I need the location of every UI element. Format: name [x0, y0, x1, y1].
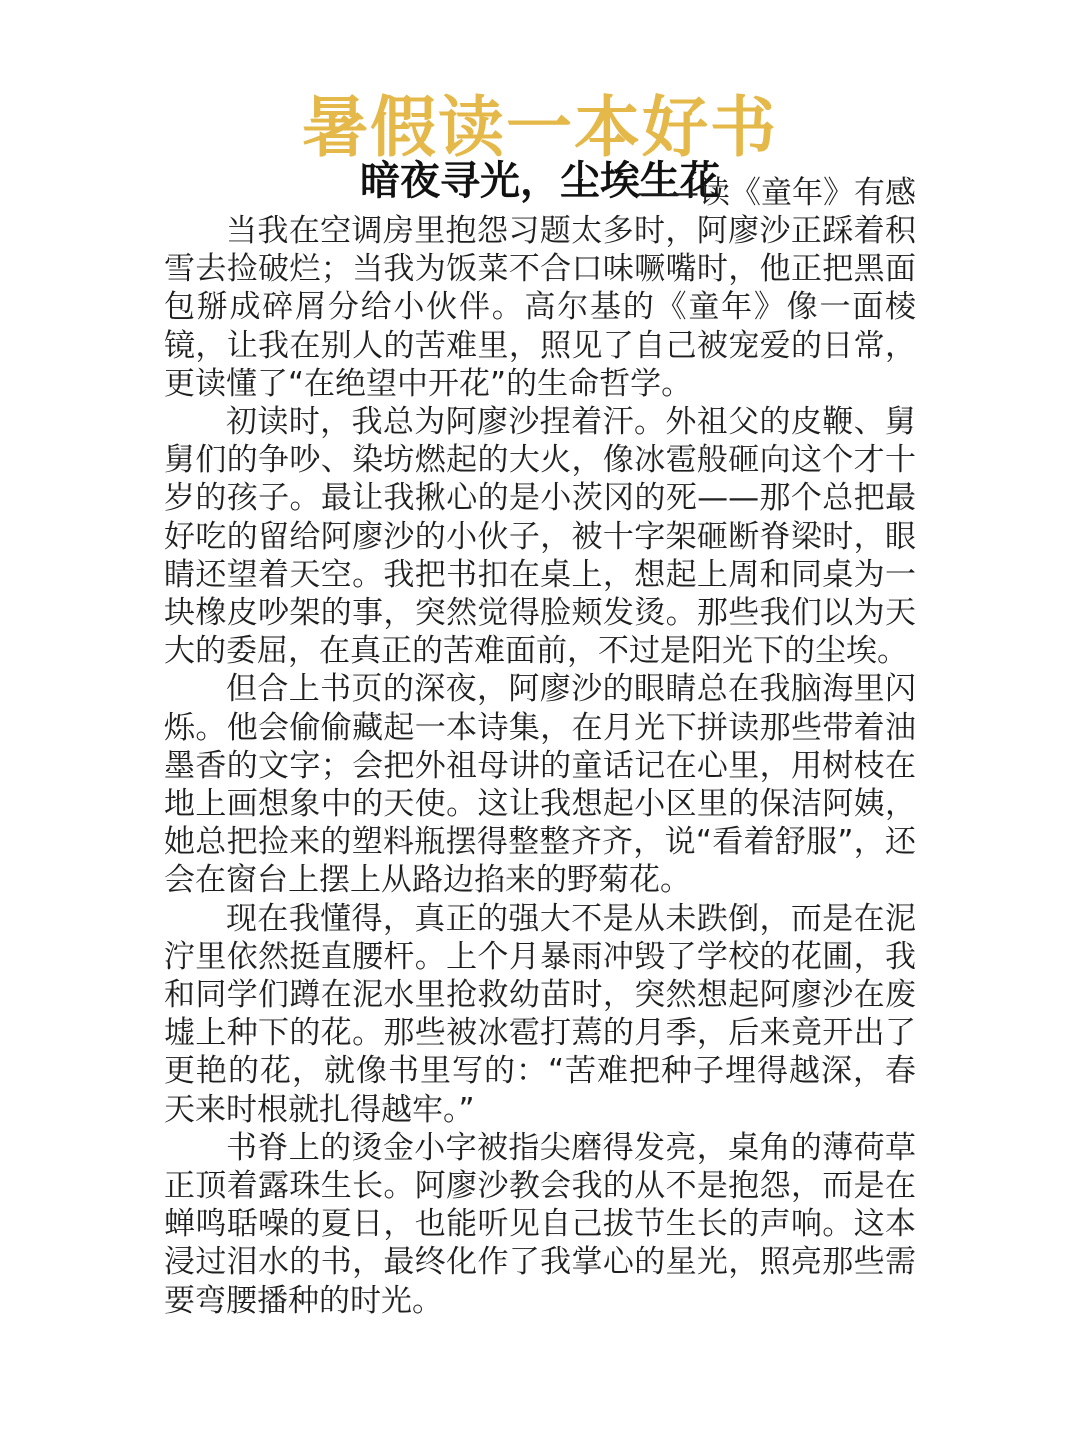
essay-paragraph: 现在我懂得，真正的强大不是从未跌倒，而是在泥泞里依然挺直腰杆。上个月暴雨冲毁了学校的花圃，我和同学们蹲在泥水里抢救幼苗时，突然想起阿廖沙在废墟上种下的花。那些被冰雹打蔫的月季，后来竟开出了更艳的花，就像书里写的：“苦难把种子埋得越深，春天来时根就扎得越牢。” [164, 900, 916, 1128]
essay-subtitle: 暗夜寻光，尘埃生花 [360, 158, 720, 205]
essay-byline: ——读《童年》有感 [637, 175, 916, 211]
essay-paragraph: 但合上书页的深夜，阿廖沙的眼睛总在我脑海里闪烁。他会偷偷藏起一本诗集，在月光下拼读那些带着油墨香的文字；会把外祖母讲的童话记在心里，用树枝在地上画想象中的天使。这让我想起小区里的保洁阿姨，她总把捡来的塑料瓶摆得整整齐齐，说“看着舒服”，还会在窗台上摆上从路边掐来的野菊花。 [164, 671, 916, 899]
essay-paragraph: 初读时，我总为阿廖沙捏着汗。外祖父的皮鞭、舅舅们的争吵、染坊燃起的大火，像冰雹般砸向这个才十岁的孩子。最让我揪心的是小茨冈的死——那个总把最好吃的留给阿廖沙的小伙子，被十字架砸断脊梁时，眼睛还望着天空。我把书扣在桌上，想起上周和同桌为一块橡皮吵架的事，突然觉得脸颊发烫。那些我们以为天大的委屈，在真正的苦难面前，不过是阳光下的尘埃。 [164, 404, 916, 670]
page-title: 暑假读一本好书 [302, 89, 778, 167]
essay-paragraph: 书脊上的烫金小字被指尖磨得发亮，桌角的薄荷草正顶着露珠生长。阿廖沙教会我的从不是抱怨，而是在蝉鸣聒噪的夏日，也能听见自己拔节生长的声响。这本浸过泪水的书，最终化作了我掌心的星光，照亮那些需要弯腰播种的时光。 [164, 1129, 916, 1319]
essay-body [164, 212, 916, 1320]
essay-paragraph: 当我在空调房里抱怨习题太多时，阿廖沙正踩着积雪去捡破烂；当我为饭菜不合口味噘嘴时，他正把黑面包掰成碎屑分给小伙伴。高尔基的《童年》像一面棱镜，让我在别人的苦难里，照见了自己被宠爱的日常，更读懂了“在绝望中开花”的生命哲学。 [164, 213, 916, 402]
